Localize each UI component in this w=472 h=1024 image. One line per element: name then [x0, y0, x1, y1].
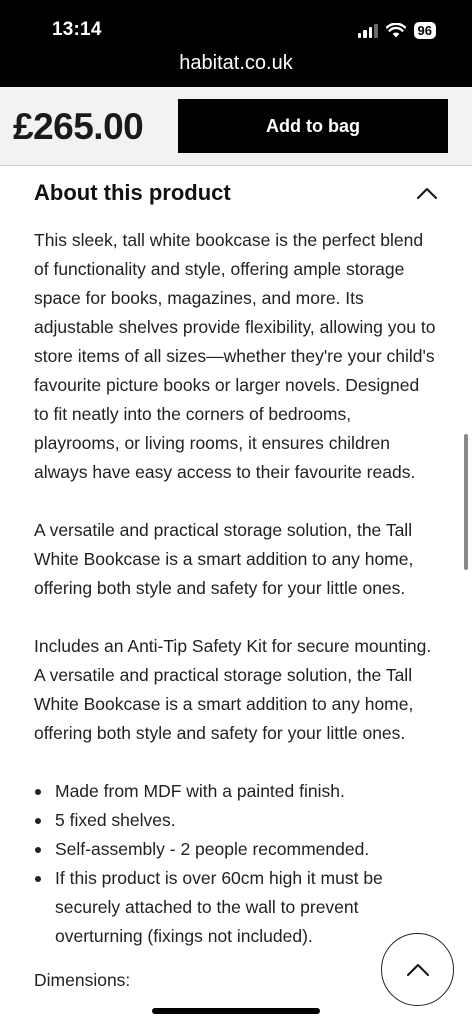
- feature-list-item: Self-assembly - 2 people recommended.: [34, 835, 438, 864]
- product-price: £265.00: [13, 106, 144, 147]
- status-icons: [358, 22, 436, 39]
- status-bar: [0, 0, 472, 87]
- feature-list-item: Made from MDF with a painted finish.: [34, 777, 438, 806]
- chevron-up-icon[interactable]: [416, 186, 438, 200]
- add-to-bag-button[interactable]: Add to bag: [178, 99, 448, 153]
- product-description: [34, 226, 438, 995]
- feature-list-item: If this product is over 60cm high it must be securely attached to the wall to prevent overturning (fixings not included).: [34, 864, 438, 951]
- description-paragraph: A versatile and practical storage solution, the Tall White Bookcase is a smart addition to any home, offering both style and safety for your little ones.: [34, 520, 414, 598]
- chevron-up-icon: [406, 963, 430, 977]
- sticky-purchase-bar: [0, 87, 472, 166]
- address-bar-url[interactable]: habitat.co.uk: [179, 52, 293, 74]
- description-paragraph: Includes an Anti-Tip Safety Kit for secure mounting. A versatile and practical storage solution, the Tall White Bookcase is a smart addition to any home, offering both style and safety for your little ones.: [34, 636, 432, 743]
- home-indicator: [152, 1008, 320, 1014]
- wifi-icon: [386, 23, 406, 38]
- back-to-top-button[interactable]: [381, 933, 454, 1006]
- status-time: 13:14: [52, 19, 102, 40]
- description-paragraph: This sleek, tall white bookcase is the perfect blend of functionality and style, offering ample storage space for books, magazines, and more. Its adjustable shelves provide flexibility, allowing you to store items of all sizes—whether they're your child's favourite picture books or larger novels. Designed to fit neatly into the corners of bedrooms, playrooms, or living rooms, it ensures children always have easy access to their favourite reads.: [34, 230, 436, 482]
- scrollbar-thumb[interactable]: [464, 434, 468, 570]
- feature-list-item: 5 fixed shelves.: [34, 806, 438, 835]
- feature-list: [34, 777, 438, 951]
- dimensions-heading: Dimensions:: [34, 970, 131, 990]
- section-title: About this product: [34, 180, 231, 205]
- cellular-signal-icon: [358, 24, 378, 38]
- about-product-header[interactable]: [34, 180, 440, 210]
- battery-indicator: 96: [414, 22, 436, 39]
